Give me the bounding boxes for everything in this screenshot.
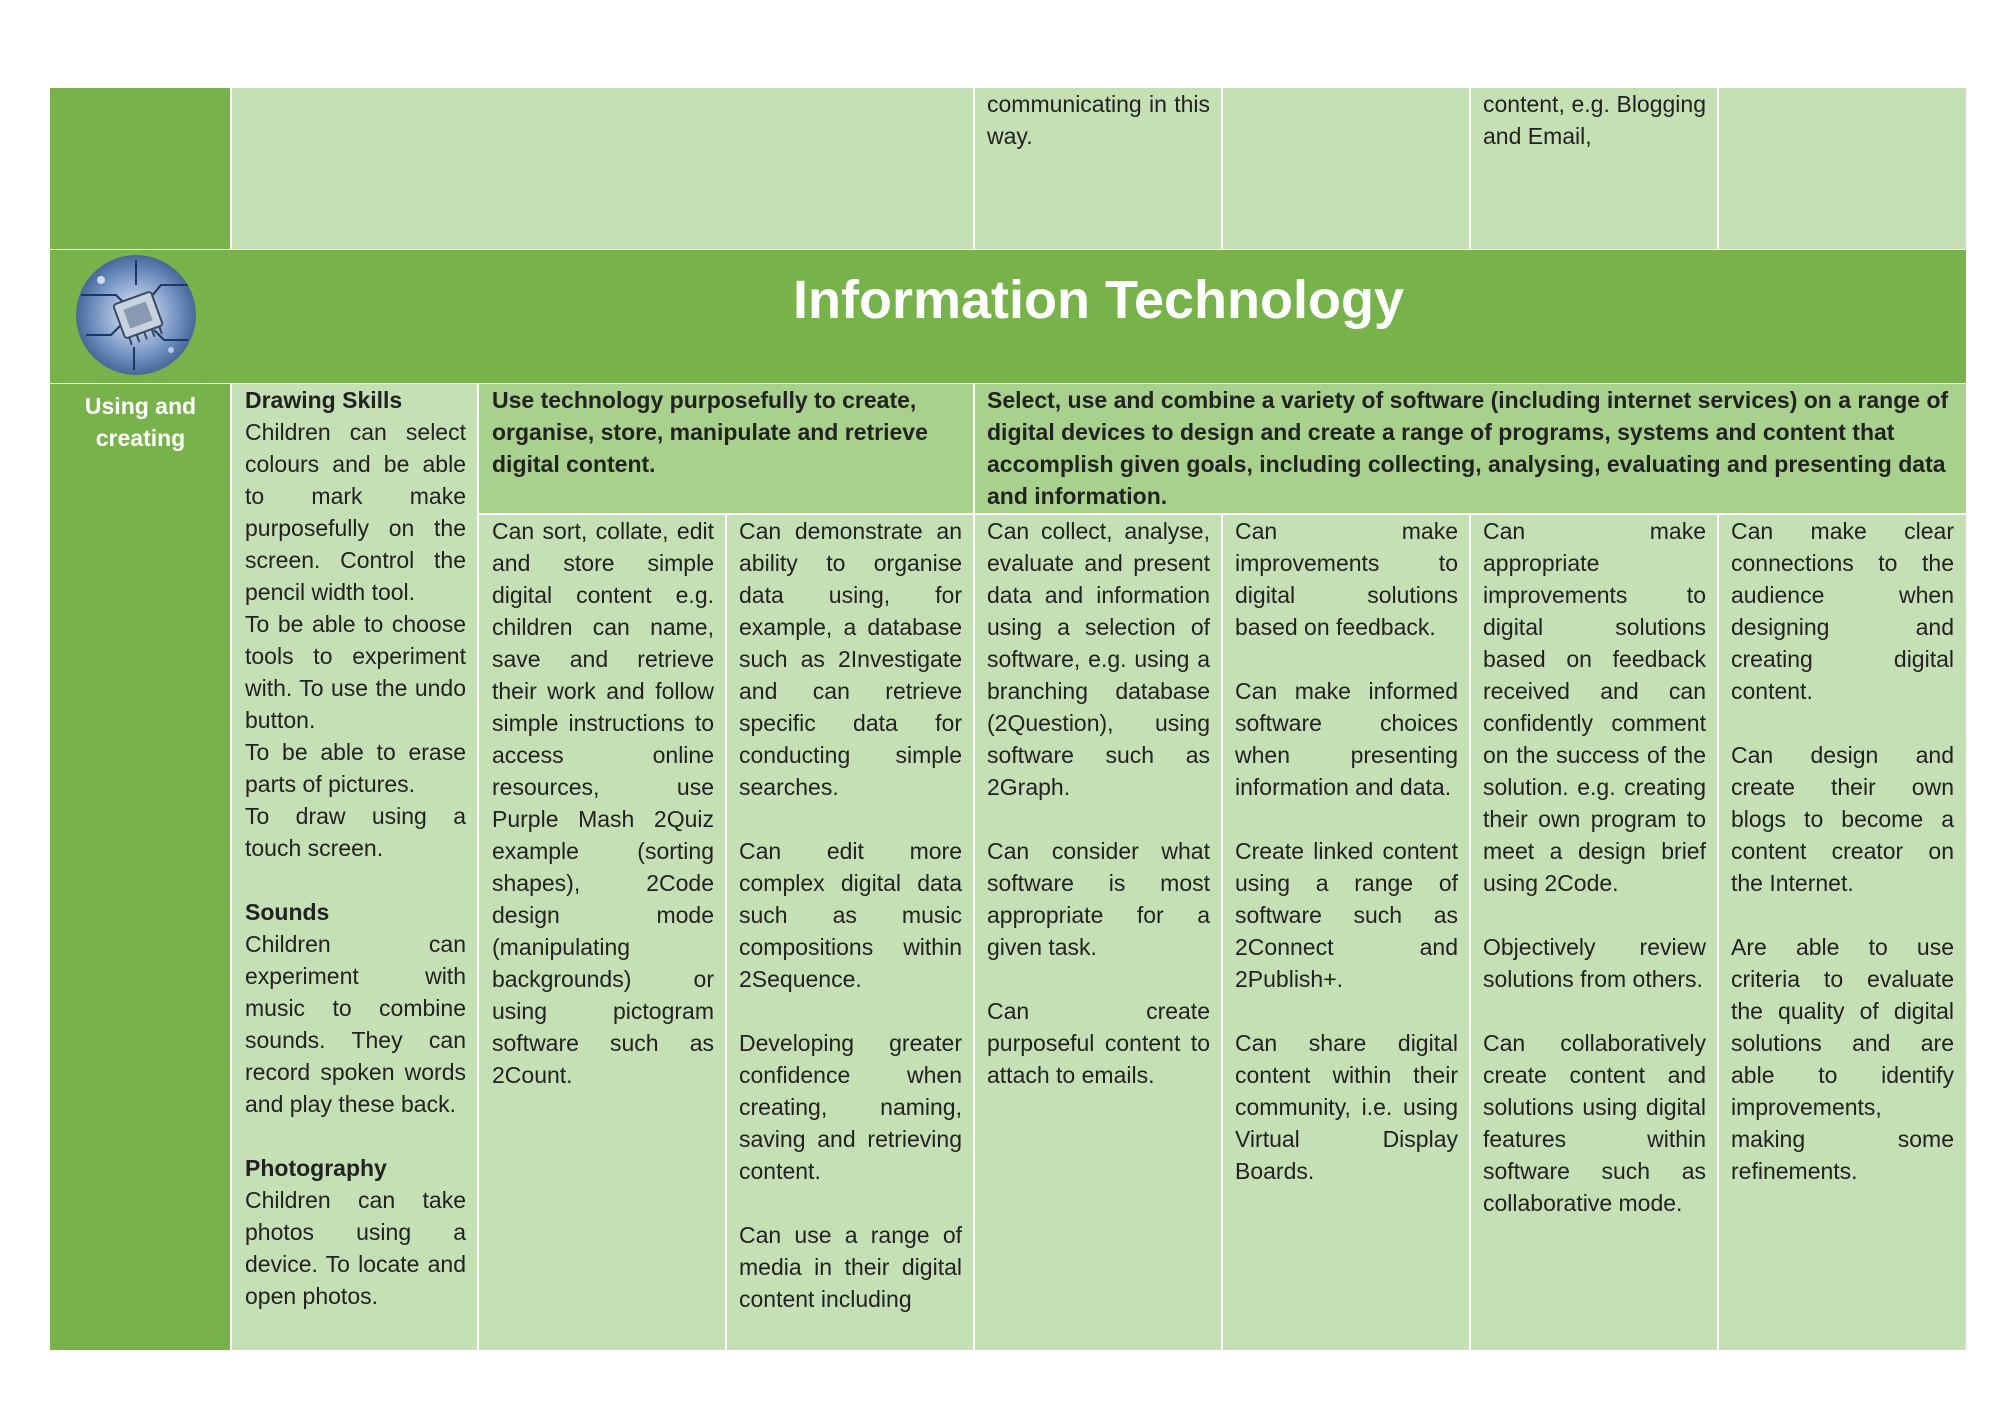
row-label: Using and creating [84, 393, 197, 451]
year4-paragraph-1: Can make improvements to digital solutions based on feedback. [1235, 518, 1458, 640]
year5-paragraph-1: Can make appropriate improvements to digital solutions based on feedback received and can confidently comment on the success of the solution. e.g. creating their own program to meet a design brief using 2Code. [1483, 518, 1706, 896]
year2-paragraph-2: Can edit more complex digital data such as music compositions within 2Sequence. [739, 838, 962, 992]
top-row-y3-text [987, 88, 1210, 152]
photography-text: Children can take photos using a device. To locate and open photos. [245, 1187, 466, 1309]
year2-paragraph-3: Developing greater confidence when creating, naming, saving and retrieving content. [739, 1030, 962, 1184]
grid-line [725, 514, 727, 1350]
year1-cell [478, 515, 726, 1350]
year6-paragraph-1: Can make clear connections to the audience when designing and creating digital content. [1731, 518, 1954, 704]
year1-paragraph-1: Can sort, collate, edit and store simple digital content e.g. children can name, save and retrieve their work and follow simple instructions to access online resources, use Purple Mash 2Quiz example (sorting shapes), 2Code design mode (manipulating backgrounds) or using pictogram software such as 2Count. [492, 518, 714, 1088]
grid-line [478, 513, 1966, 515]
drawing-skills-text-2: To be able to choose tools to experiment with. To use the undo button. [245, 611, 466, 733]
year6-paragraph-3: Are able to use criteria to evaluate the quality of digital solutions and are able to identify improvements, making some refinements. [1731, 934, 1954, 1184]
drawing-skills-text-4: To draw using a touch screen. [245, 803, 466, 861]
sounds-heading: Sounds [245, 899, 330, 925]
grid-line [1469, 88, 1471, 249]
photography-heading: Photography [245, 1155, 387, 1181]
top-row-label-cell [50, 88, 231, 249]
grid-line [1221, 514, 1223, 1350]
grid-line [1717, 514, 1719, 1350]
ks2-heading-cell [974, 384, 1966, 514]
year4-paragraph-4: Can share digital content within their community, i.e. using Virtual Display Boards. [1235, 1030, 1458, 1184]
year2-paragraph-4: Can use a range of media in their digital content including [739, 1222, 962, 1312]
year6-cell [1718, 515, 1966, 1350]
grid-line [1469, 514, 1471, 1350]
row-label-cell [50, 384, 231, 1350]
grid-line [1221, 88, 1223, 249]
ks1-heading: Use technology purposefully to create, organise, store, manipulate and retrieve digital content. [492, 387, 928, 477]
grid-line [230, 88, 232, 249]
sounds-text: Children can experiment with music to combine sounds. They can record spoken words and play these back. [245, 931, 466, 1117]
eyfs-cell [231, 384, 478, 1350]
drawing-skills-text: Children can select colours and be able to mark make purposefully on the screen. Control the pencil width tool. [245, 419, 466, 605]
top-row-y5-paragraph: content, e.g. Blogging and Email, [1483, 91, 1706, 149]
circuit-chip-icon [76, 255, 196, 375]
grid-line [477, 384, 479, 1350]
grid-line [973, 384, 975, 1350]
year4-paragraph-2: Can make informed software choices when presenting information and data. [1235, 678, 1458, 800]
grid-line [1717, 88, 1719, 249]
year4-cell [1222, 515, 1470, 1350]
year2-paragraph-1: Can demonstrate an ability to organise data using, for example, a database such as 2Investigate and can retrieve specific data for conducting simple searches. [739, 518, 962, 800]
top-row-y3-paragraph: communicating in this way. [987, 91, 1210, 149]
ks1-heading-cell [478, 384, 974, 514]
ks2-heading: Select, use and combine a variety of software (including internet services) on a range of digital devices to design and create a range of programs, systems and content that accomplish given goals, including collecting, analysing, evaluating and presenting data and information. [987, 387, 1949, 509]
year3-paragraph-2: Can consider what software is most appropriate for a given task. [987, 838, 1210, 960]
year6-paragraph-2: Can design and create their own blogs to become a content creator on the Internet. [1731, 742, 1954, 896]
page-title: Information Technology [793, 270, 1404, 330]
year5-paragraph-3: Can collaboratively create content and solutions using digital features within software such as collaborative mode. [1483, 1030, 1706, 1216]
drawing-skills-text-3: To be able to erase parts of pictures. [245, 739, 466, 797]
year3-cell [974, 515, 1222, 1350]
year3-paragraph-3: Can create purposeful content to attach to emails. [987, 998, 1210, 1088]
grid-line [230, 384, 232, 1350]
year5-paragraph-2: Objectively review solutions from others. [1483, 934, 1706, 992]
year4-paragraph-3: Create linked content using a range of software such as 2Connect and 2Publish+. [1235, 838, 1458, 992]
year5-cell [1470, 515, 1718, 1350]
year3-paragraph-1: Can collect, analyse, evaluate and present data and information using a selection of software, e.g. using a branching database (2Question), using software such as 2Graph. [987, 518, 1210, 800]
drawing-skills-heading: Drawing Skills [245, 387, 403, 413]
section-banner [50, 250, 1966, 383]
year2-cell [726, 515, 974, 1350]
top-row-y5-text [1483, 88, 1706, 152]
grid-line [973, 88, 975, 249]
